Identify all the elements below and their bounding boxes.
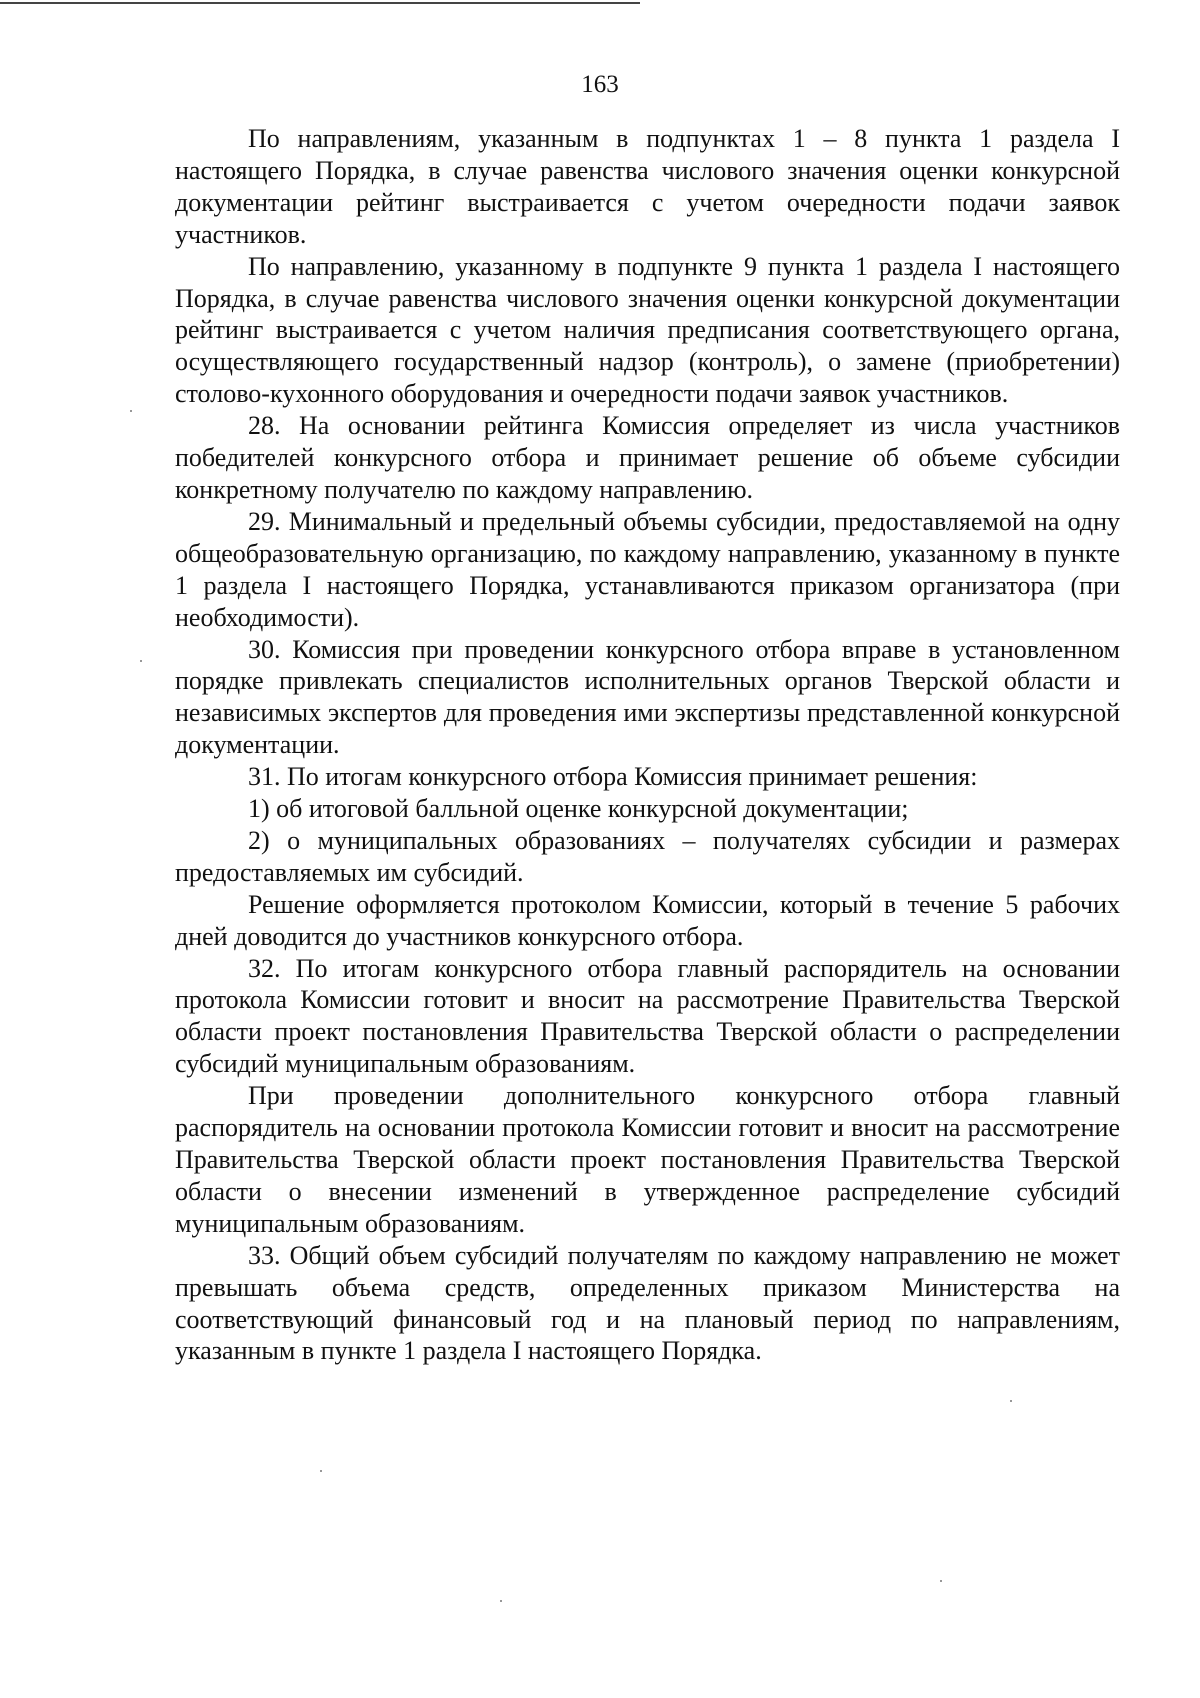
paragraph-decision-protocol: Решение оформляется протоколом Комиссии, который в течение 5 рабочих дней доводится до участников конкурсного отбора. [175, 889, 1120, 951]
paragraph-31-item-2: 2) о муниципальных образованиях – получателях субсидии и размерах предоставляемых им субсидий. [175, 825, 1120, 887]
document-body [175, 123, 1120, 1367]
scan-speck [1010, 1400, 1012, 1402]
paragraph-29: 29. Минимальный и предельный объемы субсидии, предоставляемой на одну общеобразовательную организацию, по каждому направлению, указанному в пункте 1 раздела I настоящего Порядка, устанавливаются приказом организатора (при необходимости). [175, 506, 1120, 632]
paragraph-30: 30. Комиссия при проведении конкурсного отбора вправе в установленном порядке привлекать специалистов исполнительных органов Тверской области и независимых экспертов для проведения ими экспертизы представленной конкурсной документации. [175, 634, 1120, 760]
scan-speck [130, 410, 132, 412]
paragraph-28: 28. На основании рейтинга Комиссия определяет из числа участников победителей конкурсного отбора и принимает решение об объеме субсидии конкретному получателю по каждому направлению. [175, 411, 1120, 504]
scan-speck [140, 660, 142, 662]
scan-speck [500, 1600, 502, 1602]
paragraph-rating-order: По направлениям, указанным в подпунктах 1 – 8 пункта 1 раздела I настоящего Порядка, в случае равенства числового значения оценки конкурсной документации рейтинг выстраивается с учетом очередности подачи заявок участников. [175, 124, 1120, 249]
top-border-line [0, 2, 640, 4]
paragraph-31-item-1: 1) об итоговой балльной оценке конкурсной документации; [248, 794, 909, 824]
paragraph-additional-selection: При проведении дополнительного конкурсного отбора главный распорядитель на основании протокола Комиссии готовит и вносит на рассмотрение Правительства Тверской области проект постановления Правительства Тверской области о внесении изменений в утвержденное распределение субсидий муниципальным образованиям. [175, 1081, 1120, 1238]
scan-speck [320, 1470, 322, 1472]
paragraph-33: 33. Общий объем субсидий получателям по каждому направлению не может превышать объема средств, определенных приказом Министерства на соответствующий финансовый год и на плановый период по направлениям, указанным в пункте 1 раздела I настоящего Порядка. [175, 1240, 1120, 1366]
scan-speck [940, 1580, 942, 1582]
paragraph-rating-prescription: По направлению, указанному в подпункте 9 пункта 1 раздела I настоящего Порядка, в случае равенства числового значения оценки конкурсной документации рейтинг выстраивается с учетом наличия предписания соответствующего органа, осуществляющего государственный надзор (контроль), о замене (приобретении) столово-кухонного оборудования и очередности подачи заявок участников. [175, 251, 1120, 409]
paragraph-32: 32. По итогам конкурсного отбора главный распорядитель на основании протокола Комиссии готовит и вносит на рассмотрение Правительства Тверской области проект постановления Правительства Тверской области о распределении субсидий муниципальным образованиям. [175, 953, 1120, 1079]
page-number: 163 [581, 71, 619, 98]
paragraph-31: 31. По итогам конкурсного отбора Комиссия принимает решения: [248, 762, 978, 792]
